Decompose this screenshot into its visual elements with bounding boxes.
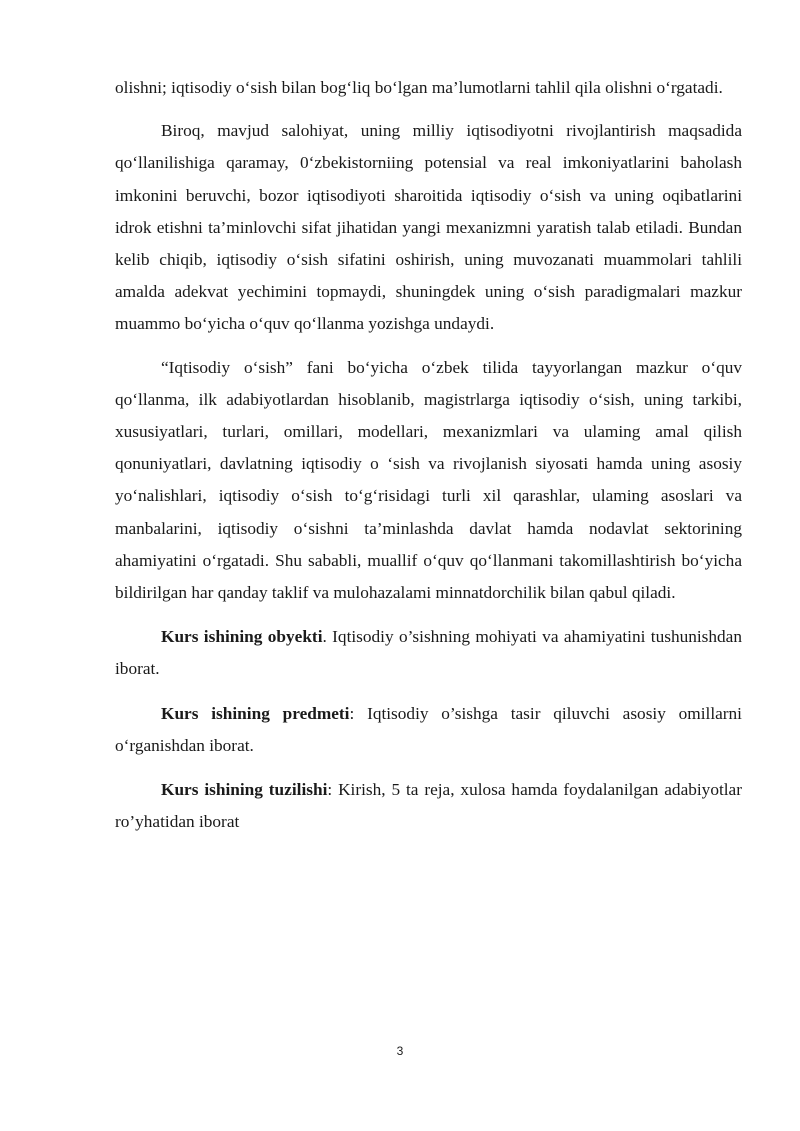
paragraph-potential: Biroq, mavjud salohiyat, uning milliy iqtisodiyotni rivojlantirish maqsadida qo‘llanilishiga qaramay, 0‘zbekistorniing potensial va real imkoniyatlarini baholash imkonini beruvchi, bozor iqtisodiyoti sharoitida iqtisodiy o‘sish va uning oqibatlarini idrok etishni ta’minlovchi sifat jihatidan yangi mexanizmni yaratish talab etiladi. Bundan kelib chiqib, iqtisodiy o‘sish sifatini oshirish, uning muvozanati muammolari tahlili amalda adekvat yechimini topmaydi, shuningdek uning o‘sish paradigmalari mazkur muammo bo‘yicha o‘quv qo‘llanma yozishga undaydi. xyxy=(115,121,742,334)
paragraph-course-object xyxy=(115,621,742,685)
course-structure-text: : Kirish, 5 ta reja, xulosa hamda foydalanilgan adabiyotlar ro’yhatidan iborat xyxy=(115,780,742,832)
paragraph-continuation: olishni; iqtisodiy o‘sish bilan bog‘liq bo‘lgan ma’lumotlarni tahlil qila olishni o‘rgatadi. xyxy=(115,78,723,97)
course-structure-label: Kurs ishining tuzilishi xyxy=(161,780,328,800)
paragraph-textbook-description: “Iqtisodiy o‘sish” fani bo‘yicha o‘zbek tilida tayyorlangan mazkur o‘quv qo‘llanma, ilk adabiyotlardan hisoblanib, magistrlarga iqtisodiy o‘sish, uning tarkibi, xususiyatlari, turlari, omillari, modellari, mexanizmlari va ulaming amal qilish qonuniyatlari, davlatning iqtisodiy o ‘sish va rivojlanish siyosati hamda uning asosiy yo‘nalishlari, iqtisodiy o‘sish to‘g‘risidagi turli xil qarashlar, ulaming asoslari va manbalarini, iqtisodiy o‘sishni ta’minlashda davlat hamda nodavlat sektorining ahamiyatini o‘rgatadi. Shu sababli, muallif o‘quv qo‘llanmani takomillashtirish bo‘yicha bildirilgan har qanday taklif va mulohazalami minnatdorchilik bilan qabul qiladi. xyxy=(115,357,742,603)
course-subject-text: : Iqtisodiy o’sishga tasir qiluvchi asosiy omillarni o‘rganishdan iborat. xyxy=(115,703,742,755)
paragraph-course-structure xyxy=(115,774,742,838)
page-number: 3 xyxy=(396,1044,404,1058)
course-object-text: . Iqtisodiy o’sishning mohiyati va ahamiyatini tushunishdan iborat. xyxy=(115,627,742,679)
course-object-label: Kurs ishining obyekti xyxy=(161,627,323,647)
paragraph-course-subject xyxy=(115,698,742,762)
course-subject-label: Kurs ishining predmeti xyxy=(161,703,350,723)
document-body xyxy=(115,72,742,838)
